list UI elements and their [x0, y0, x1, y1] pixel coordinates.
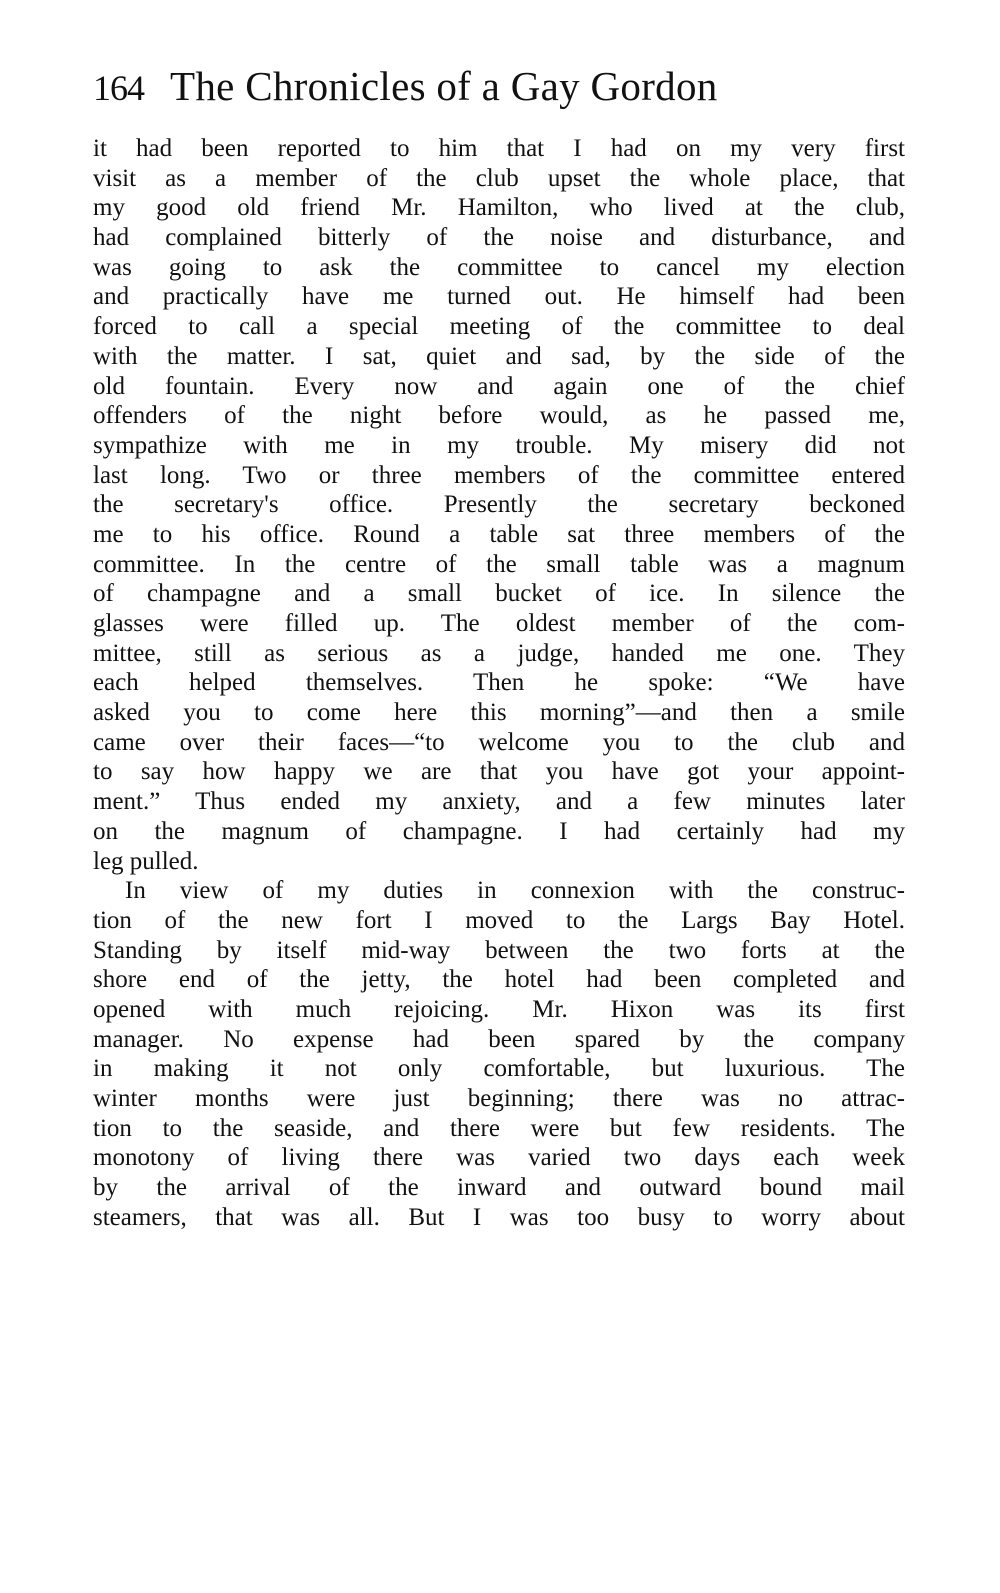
text-line: me to his office. Round a table sat three members of the [93, 520, 905, 548]
text-line: sympathize with me in my trouble. My misery did not [93, 431, 905, 459]
text-line: by the arrival of the inward and outward bound mail [93, 1174, 905, 1202]
text-line: of champagne and a small bucket of ice. In silence the [93, 580, 905, 608]
text-line: shore end of the jetty, the hotel had been completed and [93, 966, 905, 994]
text-line: monotony of living there was varied two days each week [93, 1144, 905, 1172]
text-line: with the matter. I sat, quiet and sad, by the side of the [93, 342, 905, 370]
text-line: asked you to come here this morning”—and then a smile [93, 699, 905, 727]
body-text [93, 134, 905, 1232]
text-line: on the magnum of champagne. I had certainly had my [93, 817, 905, 845]
text-line: and practically have me turned out. He himself had been [93, 283, 905, 311]
text-line: was going to ask the committee to cancel my election [93, 253, 905, 281]
text-line: In view of my duties in connexion with the construc- [125, 877, 905, 905]
text-line: tion to the seaside, and there were but few residents. The [93, 1114, 905, 1142]
text-line: offenders of the night before would, as he passed me, [93, 402, 905, 430]
text-line: in making it not only comfortable, but luxurious. The [93, 1055, 905, 1083]
book-page [93, 62, 905, 1232]
text-line: ment.” Thus ended my anxiety, and a few minutes later [93, 788, 905, 816]
paragraph-1 [93, 134, 905, 876]
text-line: it had been reported to him that I had on my very first [93, 135, 905, 162]
text-line: mittee, still as serious as a judge, handed me one. They [93, 639, 905, 667]
text-line: glasses were filled up. The oldest member of the com- [93, 610, 905, 637]
text-line: old fountain. Every now and again one of the chief [93, 372, 905, 400]
page-number: 164 [93, 68, 144, 108]
text-line: my good old friend Mr. Hamilton, who lived at the club, [93, 194, 905, 222]
text-line: steamers, that was all. But I was too busy to worry about [93, 1203, 905, 1231]
text-line: manager. No expense had been spared by the company [93, 1025, 905, 1053]
text-line: to say how happy we are that you have got your appoint- [93, 758, 905, 786]
text-line: forced to call a special meeting of the committee to deal [93, 313, 905, 341]
text-line: committee. In the centre of the small table was a magnum [93, 550, 905, 578]
text-line: leg pulled. [93, 847, 199, 875]
text-line: opened with much rejoicing. Mr. Hixon was its first [93, 995, 905, 1023]
text-line: last long. Two or three members of the committee entered [93, 461, 905, 489]
running-title: The Chronicles of a Gay Gordon [170, 63, 718, 109]
running-head [93, 62, 905, 122]
text-line: the secretary's office. Presently the secretary beckoned [93, 491, 905, 519]
text-line: winter months were just beginning; there was no attrac- [93, 1085, 905, 1112]
text-line: each helped themselves. Then he spoke: “We have [93, 669, 905, 697]
paragraph-2 [93, 876, 905, 1232]
text-line: visit as a member of the club upset the whole place, that [93, 164, 905, 192]
text-line: came over their faces—“to welcome you to the club and [93, 728, 905, 756]
text-line: tion of the new fort I moved to the Largs Bay Hotel. [93, 906, 905, 934]
text-line: Standing by itself mid-way between the two forts at the [93, 936, 905, 964]
text-line: had complained bitterly of the noise and disturbance, and [93, 224, 905, 252]
